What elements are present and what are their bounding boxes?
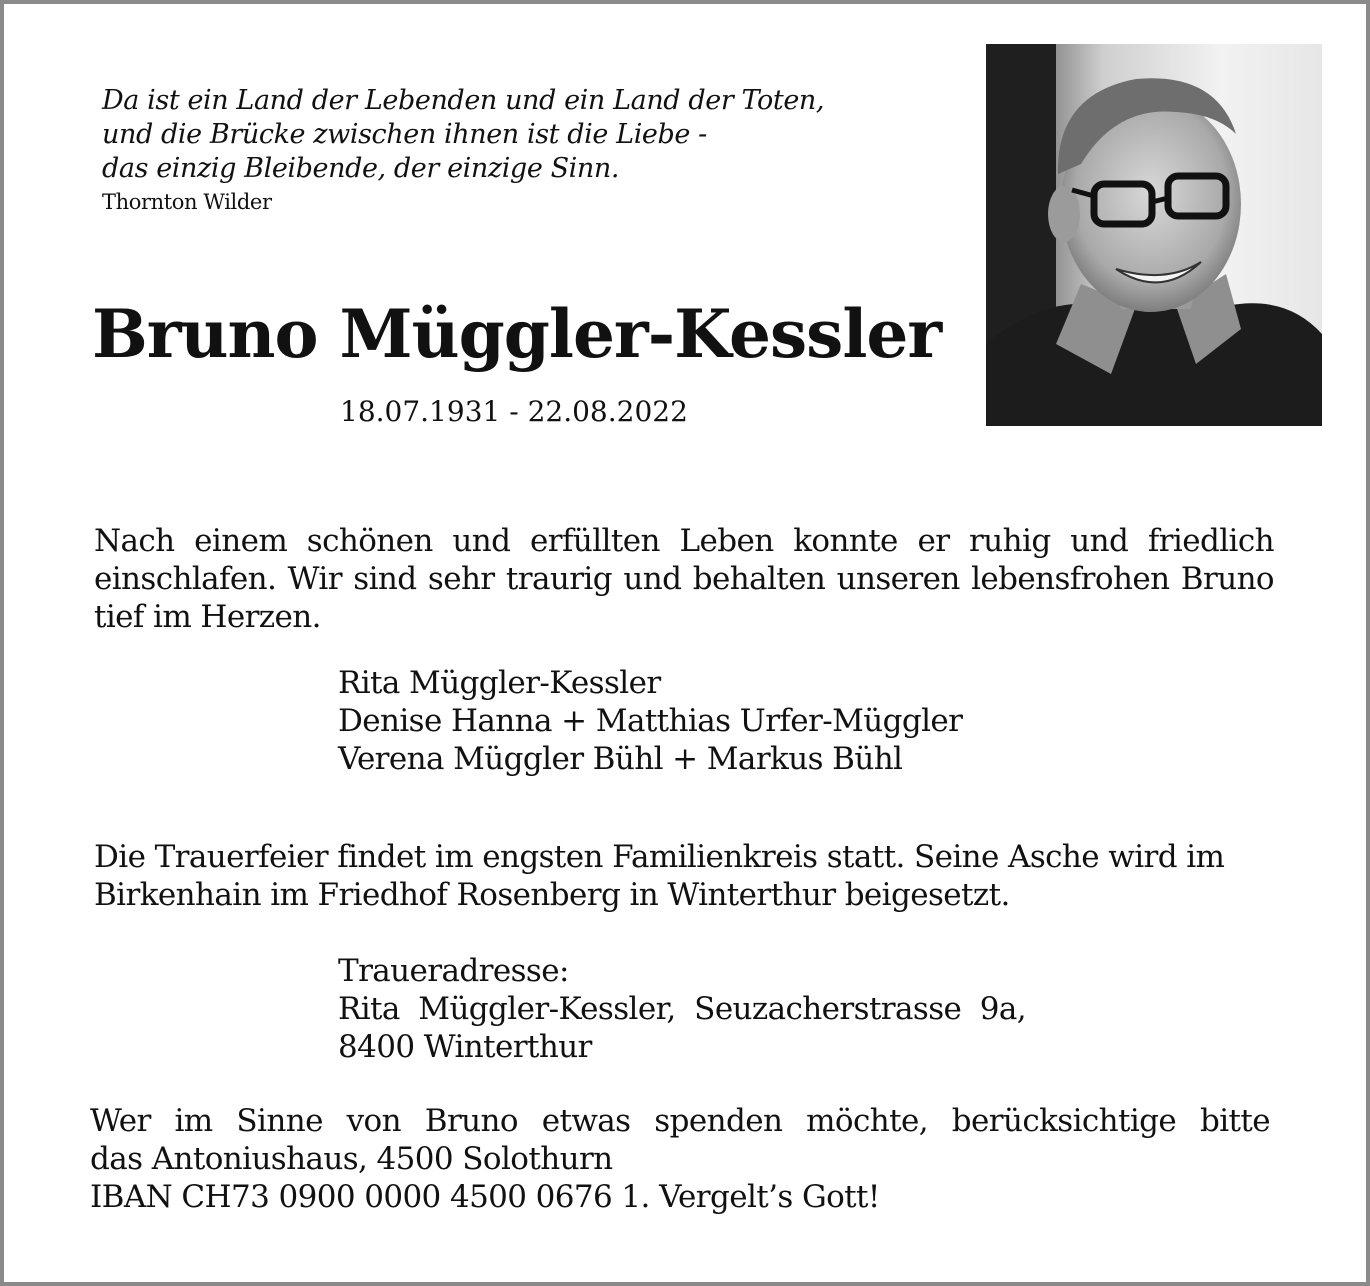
- quote-author: Thornton Wilder: [102, 190, 272, 214]
- intro-paragraph: Nach einem schönen und erfüllten Leben konnte er ruhig und friedlich einschlafen. Wir sind sehr traurig und behalten unseren lebensfrohen Bruno tief im Herzen.: [94, 523, 1274, 635]
- donation-line: Wer im Sinne von Bruno etwas spenden möchte, berücksichtige bitte: [90, 1103, 1270, 1139]
- mourner-name: Verena Müggler Bühl + Markus Bühl: [338, 741, 903, 777]
- ceremony-paragraph: Die Trauerfeier findet im engsten Familienkreis statt. Seine Asche wird im Birkenhain im Friedhof Rosenberg in Winterthur beigesetzt.: [94, 839, 1225, 913]
- donation-iban: IBAN CH73 0900 0000 4500 0676 1. Vergelt’s Gott!: [90, 1179, 880, 1215]
- portrait-photo: [986, 44, 1322, 426]
- deceased-name: Bruno Müggler-Kessler: [92, 295, 942, 373]
- life-dates: 18.07.1931 - 22.08.2022: [340, 395, 688, 428]
- mourner-name: Denise Hanna + Matthias Urfer-Müggler: [338, 703, 963, 739]
- mourners-list: [338, 664, 962, 778]
- donation-paragraph: [90, 1102, 1270, 1216]
- mourning-address: [338, 952, 1026, 1066]
- mourner-name: Rita Müggler-Kessler: [338, 665, 661, 701]
- address-label: Traueradresse:: [338, 953, 569, 989]
- donation-line: das Antoniushaus, 4500 Solothurn: [90, 1141, 613, 1177]
- address-line: 8400 Winterthur: [338, 1029, 592, 1065]
- quote-line: Da ist ein Land der Lebenden und ein Land der Toten,: [102, 85, 825, 116]
- epigraph-quote: [102, 84, 824, 216]
- address-line: Rita Müggler-Kessler, Seuzacherstrasse 9a,: [338, 991, 1027, 1027]
- quote-line: und die Brücke zwischen ihnen ist die Liebe -: [102, 119, 707, 150]
- quote-line: das einzig Bleibende, der einzige Sinn.: [102, 153, 620, 184]
